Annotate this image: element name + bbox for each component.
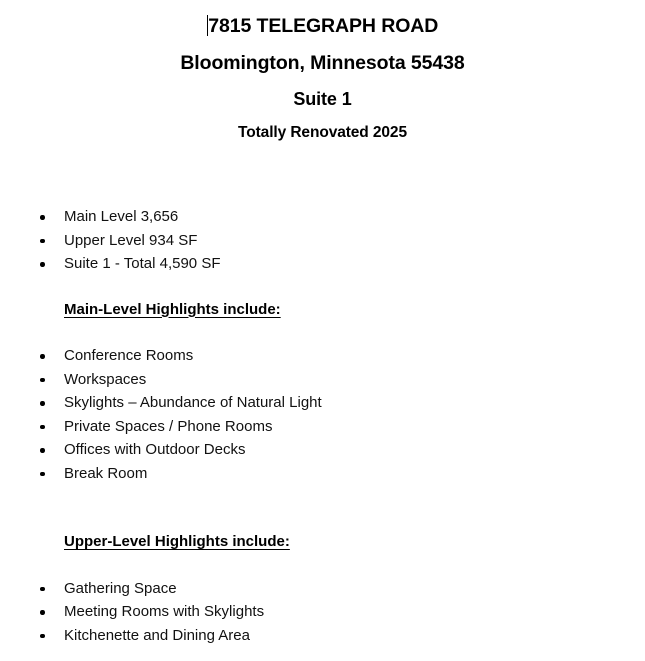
spacer: [0, 321, 645, 344]
list-item[interactable]: Private Spaces / Phone Rooms: [0, 415, 645, 439]
spacer: [0, 485, 645, 530]
upper-level-heading[interactable]: Upper-Level Highlights include:: [64, 533, 290, 550]
address-line-1-text: 7815 TELEGRAPH ROAD: [208, 15, 439, 37]
list-item[interactable]: Offices with Outdoor Decks: [0, 438, 645, 462]
suite-line[interactable]: Suite 1: [293, 89, 352, 109]
list-item[interactable]: Meeting Rooms with Skylights: [0, 600, 645, 624]
list-item[interactable]: Break Room: [0, 462, 645, 486]
spacer: [0, 276, 645, 298]
address-line-2[interactable]: Bloomington, Minnesota 55438: [180, 52, 465, 74]
spacer: [0, 554, 645, 577]
list-item[interactable]: Gathering Space: [0, 577, 645, 601]
tagline[interactable]: Totally Renovated 2025: [238, 124, 407, 141]
main-level-list: [0, 344, 645, 485]
list-item[interactable]: Skylights – Abundance of Natural Light: [0, 391, 645, 415]
main-level-heading[interactable]: Main-Level Highlights include:: [64, 300, 281, 318]
size-summary-list: [0, 205, 645, 276]
list-item[interactable]: Workspaces: [0, 368, 645, 392]
list-item[interactable]: Main Level 3,656: [0, 205, 645, 229]
document-header: [0, 0, 645, 143]
address-line-1[interactable]: [0, 13, 645, 39]
list-item[interactable]: Suite 1 - Total 4,590 SF: [0, 252, 645, 276]
list-item[interactable]: Kitchenette and Dining Area: [0, 624, 645, 648]
upper-level-list: [0, 577, 645, 648]
list-item[interactable]: Upper Level 934 SF: [0, 229, 645, 253]
document-body: [0, 205, 645, 647]
list-item[interactable]: Conference Rooms: [0, 344, 645, 368]
